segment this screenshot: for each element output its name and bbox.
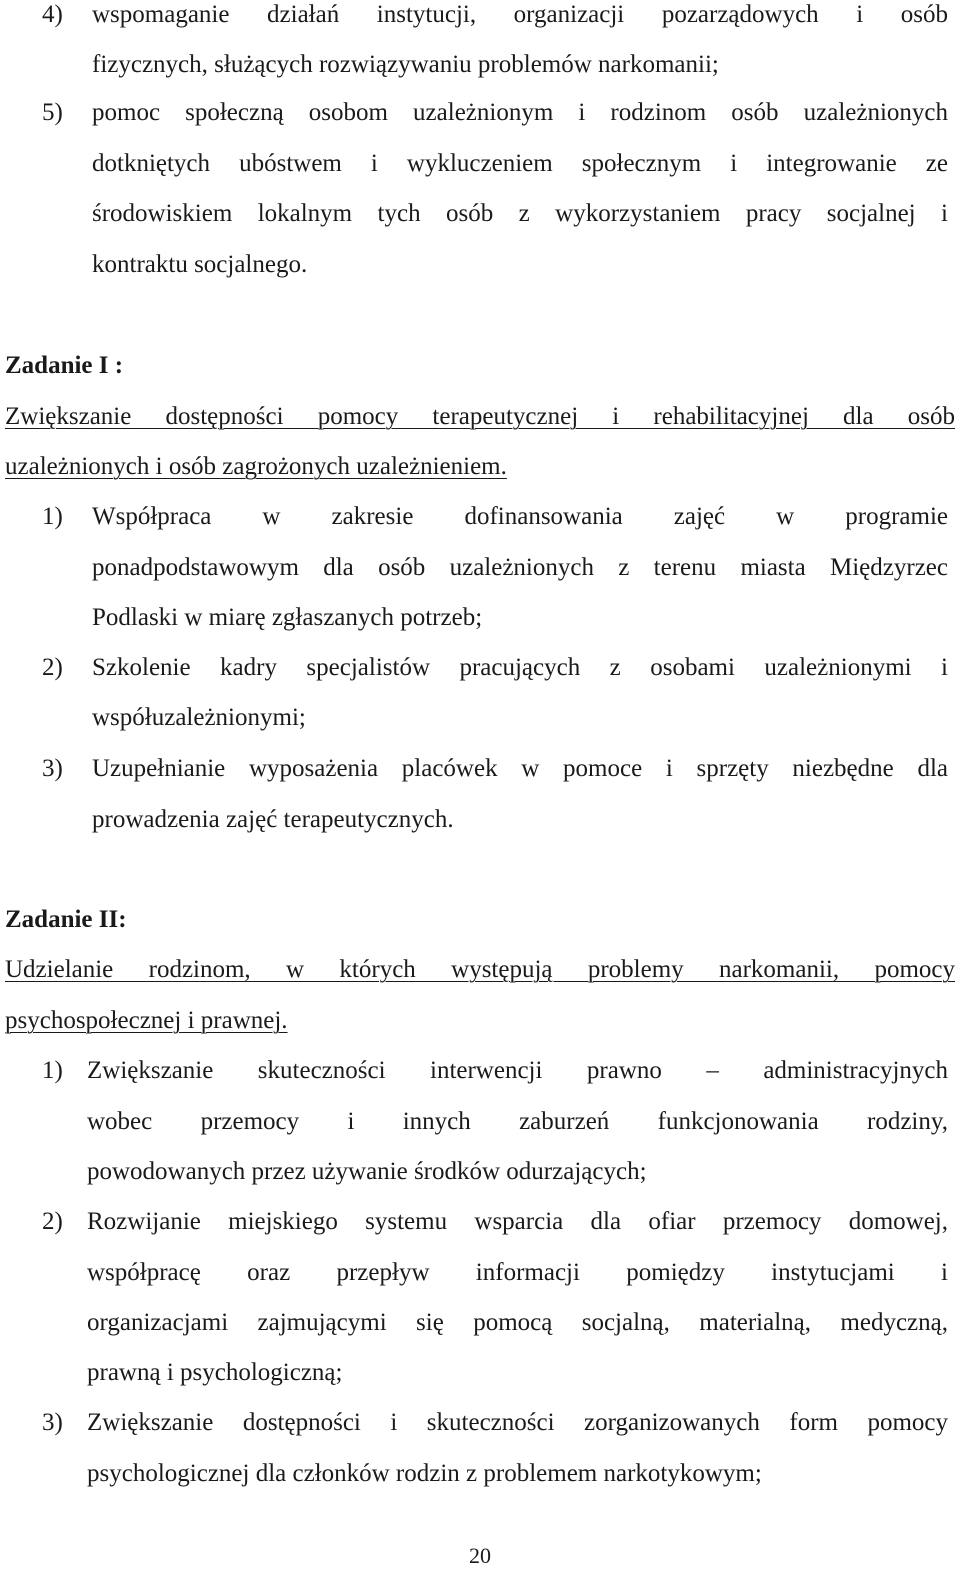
list-item-text-line: kontraktu socjalnego. (92, 251, 308, 278)
list-item-text-line: Rozwijanie miejskiego systemu wsparcia dla ofiar przemocy domowej, (87, 1208, 948, 1235)
list-item-text-line: pomoc społeczną osobom uzależnionym i rodzinom osób uzależnionych (92, 99, 948, 126)
list-item-text-line: Zwiększanie dostępności i skuteczności zorganizowanych form pomocy (87, 1409, 948, 1436)
task-title-line: Udzielanie rodzinom, w których występują problemy narkomanii, pomocy (5, 956, 955, 983)
list-item-number: 2) (42, 1208, 63, 1235)
list-item-number: 3) (42, 1409, 63, 1436)
task-title-line: Zwiększanie dostępności pomocy terapeutycznej i rehabilitacyjnej dla osób (5, 403, 955, 430)
list-item-text-line: powodowanych przez używanie środków odurzających; (87, 1158, 647, 1185)
page-number: 20 (469, 1543, 491, 1568)
list-item-text-line: Podlaski w miarę zgłaszanych potrzeb; (92, 604, 483, 631)
list-item-text-line: organizacjami zajmującymi się pomocą socjalną, materialną, medyczną, (87, 1309, 948, 1336)
list-item-number: 4) (42, 1, 63, 28)
list-item-text-line: prawną i psychologiczną; (87, 1359, 343, 1386)
list-item-text-line: Współpraca w zakresie dofinansowania zajęć w programie (92, 503, 948, 530)
list-item-text-line: psychologicznej dla członków rodzin z problemem narkotykowym; (87, 1460, 762, 1487)
task-heading: Zadanie II: (5, 906, 127, 933)
list-item-text-line: współpracę oraz przepływ informacji pomiędzy instytucjami i (87, 1259, 948, 1286)
list-item-number: 5) (42, 99, 63, 126)
list-item-number: 2) (42, 654, 63, 681)
list-item-number: 1) (42, 503, 63, 530)
list-item-text-line: współuzależnionymi; (92, 704, 306, 731)
list-item-text-line: środowiskiem lokalnym tych osób z wykorzystaniem pracy socjalnej i (92, 200, 948, 227)
list-item-text-line: fizycznych, służących rozwiązywaniu problemów narkomanii; (92, 51, 719, 78)
list-item-number: 3) (42, 755, 63, 782)
list-item-text-line: ponadpodstawowym dla osób uzależnionych z terenu miasta Międzyrzec (92, 554, 948, 581)
list-item-text-line: wspomaganie działań instytucji, organizacji pozarządowych i osób (92, 1, 948, 28)
task-heading: Zadanie I : (5, 352, 124, 379)
list-item-number: 1) (42, 1057, 63, 1084)
task-title-line: uzależnionych i osób zagrożonych uzależnieniem. (5, 453, 507, 480)
list-item-text-line: dotkniętych ubóstwem i wykluczeniem społecznym i integrowanie ze (92, 150, 948, 177)
task-title-line: psychospołecznej i prawnej. (5, 1007, 288, 1034)
list-item-text-line: wobec przemocy i innych zaburzeń funkcjonowania rodziny, (87, 1108, 948, 1135)
list-item-text-line: Szkolenie kadry specjalistów pracujących z osobami uzależnionymi i (92, 654, 948, 681)
list-item-text-line: Uzupełnianie wyposażenia placówek w pomoce i sprzęty niezbędne dla (92, 755, 948, 782)
list-item-text-line: Zwiększanie skuteczności interwencji prawno – administracyjnych (87, 1057, 948, 1084)
list-item-text-line: prowadzenia zajęć terapeutycznych. (92, 806, 454, 833)
